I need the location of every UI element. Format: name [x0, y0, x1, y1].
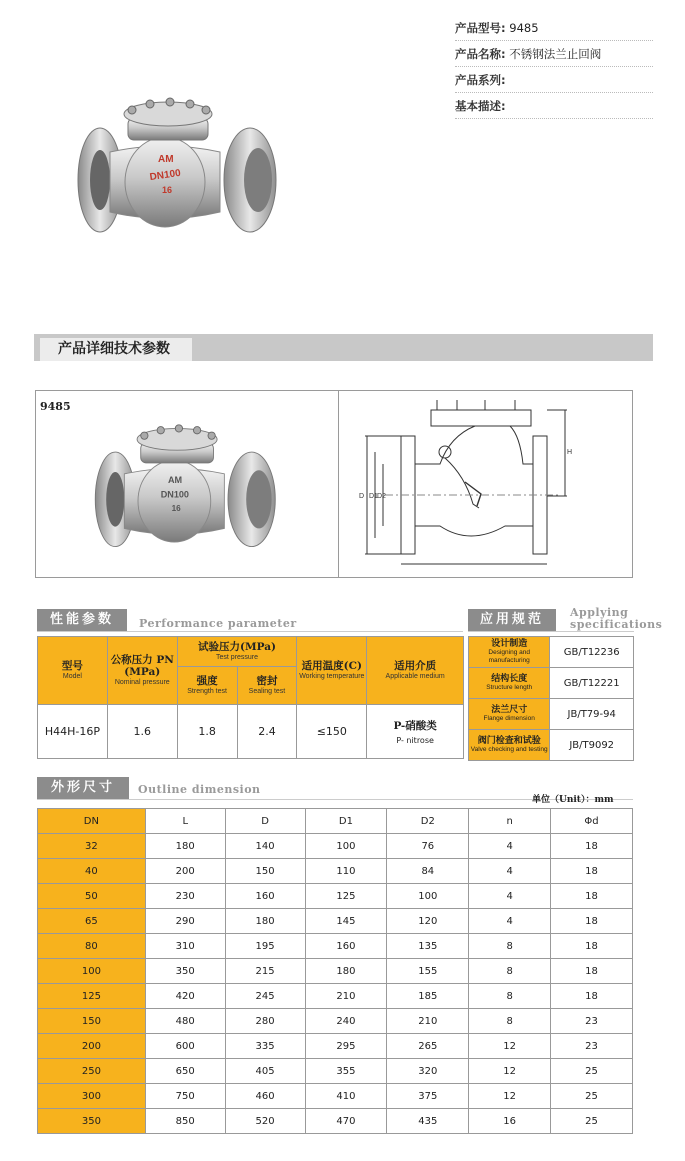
valve-mark-pressure-small: 16: [171, 504, 181, 514]
table-row: [38, 1059, 633, 1084]
outline-cell: 180: [305, 959, 387, 984]
drawing-label-d2: D2: [377, 493, 386, 500]
outline-cell: 160: [225, 884, 305, 909]
outline-column-header: DN: [38, 809, 146, 834]
valve-photo-small: [88, 415, 288, 570]
table-row: [38, 1009, 633, 1034]
outline-cell: 245: [225, 984, 305, 1009]
outline-cell: 4: [469, 859, 551, 884]
outline-column-header: Φd: [551, 809, 633, 834]
outline-cell: 8: [469, 984, 551, 1009]
perf-temp: ≤150: [297, 705, 367, 759]
perf-head-strength: 强度 Strength test: [177, 667, 237, 705]
outline-cell: 125: [305, 884, 387, 909]
outline-cell: 155: [387, 959, 469, 984]
outline-column-header: D1: [305, 809, 387, 834]
outline-cell: 210: [305, 984, 387, 1009]
perf-head-test: 试验压力(MPa) Test pressure: [177, 637, 297, 667]
table-row: [38, 1034, 633, 1059]
performance-subtitle: Performance parameter: [139, 617, 297, 630]
perf-head-medium: 适用介质 Applicable medium: [367, 637, 464, 705]
info-desc-label: 基本描述:: [455, 99, 506, 113]
specs-subtitle: Applying specifications: [570, 606, 663, 631]
info-model-label: 产品型号:: [455, 21, 506, 35]
outline-cell: 180: [225, 909, 305, 934]
table-row: [38, 859, 633, 884]
outline-cell: 50: [38, 884, 146, 909]
outline-cell: 125: [38, 984, 146, 1009]
outline-cell: 750: [145, 1084, 225, 1109]
valve-mark-logo: AM: [158, 154, 174, 165]
outline-cell: 150: [225, 859, 305, 884]
outline-cell: 350: [145, 959, 225, 984]
valve-mark-logo-small: AM: [168, 474, 183, 485]
outline-cell: 18: [551, 909, 633, 934]
outline-header-row: [38, 809, 633, 834]
outline-cell: 185: [387, 984, 469, 1009]
perf-head-seal: 密封 Sealing test: [237, 667, 297, 705]
spec-key: 阀门检查和试验 Valve checking and testing: [469, 730, 550, 761]
specs-rule: [468, 631, 634, 632]
outline-cell: 4: [469, 884, 551, 909]
outline-table: [37, 808, 633, 1134]
outline-cell: 100: [387, 884, 469, 909]
perf-model: H44H-16P: [38, 705, 108, 759]
specs-table: [468, 636, 634, 761]
outline-cell: 100: [38, 959, 146, 984]
outline-cell: 25: [551, 1109, 633, 1134]
drawing-label-d: D: [359, 493, 365, 500]
outline-cell: 265: [387, 1034, 469, 1059]
valve-mark-pressure: 16: [162, 185, 173, 195]
info-model: [455, 15, 653, 41]
figure-divider: [338, 390, 339, 578]
perf-head-pn: 公称压力 PN (MPa) Nominal pressure: [107, 637, 177, 705]
outline-cell: 100: [305, 834, 387, 859]
outline-column-header: D: [225, 809, 305, 834]
perf-strength: 1.8: [177, 705, 237, 759]
valve-mark-size-small: DN100: [160, 489, 189, 500]
outline-tab: 外形尺寸: [37, 777, 129, 799]
outline-cell: 140: [225, 834, 305, 859]
outline-cell: 8: [469, 1009, 551, 1034]
spec-value: JB/T79-94: [550, 699, 634, 730]
spec-row: [469, 637, 634, 668]
outline-cell: 150: [38, 1009, 146, 1034]
table-row: [38, 984, 633, 1009]
table-row: [38, 959, 633, 984]
spec-row: [469, 699, 634, 730]
outline-cell: 215: [225, 959, 305, 984]
outline-cell: 300: [38, 1084, 146, 1109]
table-row: [38, 909, 633, 934]
outline-cell: 405: [225, 1059, 305, 1084]
table-row: [38, 884, 633, 909]
outline-cell: 16: [469, 1109, 551, 1134]
outline-cell: 18: [551, 884, 633, 909]
spec-value: GB/T12221: [550, 668, 634, 699]
info-name: [455, 41, 653, 67]
outline-cell: 355: [305, 1059, 387, 1084]
outline-cell: 295: [305, 1034, 387, 1059]
outline-cell: 195: [225, 934, 305, 959]
outline-cell: 290: [145, 909, 225, 934]
outline-cell: 25: [551, 1059, 633, 1084]
outline-cell: 18: [551, 834, 633, 859]
outline-cell: 310: [145, 934, 225, 959]
outline-cell: 25: [551, 1084, 633, 1109]
performance-table: [37, 636, 464, 759]
performance-rule: [37, 631, 463, 632]
outline-cell: 18: [551, 934, 633, 959]
outline-cell: 65: [38, 909, 146, 934]
outline-cell: 375: [387, 1084, 469, 1109]
outline-cell: 12: [469, 1059, 551, 1084]
figure-label: 9485: [40, 400, 71, 413]
outline-cell: 18: [551, 984, 633, 1009]
outline-cell: 160: [305, 934, 387, 959]
outline-cell: 180: [145, 834, 225, 859]
table-row: [38, 1084, 633, 1109]
outline-cell: 12: [469, 1084, 551, 1109]
perf-pn: 1.6: [107, 705, 177, 759]
valve-mark-size: DN100: [149, 167, 182, 184]
drawing-label-d1: D1: [369, 493, 378, 500]
perf-medium: P-硝酸类 P- nitrose: [367, 705, 464, 759]
outline-cell: 650: [145, 1059, 225, 1084]
outline-cell: 520: [225, 1109, 305, 1134]
spec-key: 结构长度 Structure length: [469, 668, 550, 699]
outline-cell: 12: [469, 1034, 551, 1059]
outline-unit: 单位（Unit）：mm: [532, 795, 614, 805]
spec-row: [469, 668, 634, 699]
outline-cell: 120: [387, 909, 469, 934]
outline-cell: 280: [225, 1009, 305, 1034]
outline-cell: 420: [145, 984, 225, 1009]
outline-column-header: L: [145, 809, 225, 834]
outline-column-header: n: [469, 809, 551, 834]
technical-drawing: [345, 396, 575, 574]
outline-cell: 210: [387, 1009, 469, 1034]
outline-cell: 76: [387, 834, 469, 859]
info-desc: [455, 93, 653, 119]
outline-cell: 23: [551, 1009, 633, 1034]
outline-subtitle: Outline dimension: [138, 783, 261, 796]
outline-cell: 240: [305, 1009, 387, 1034]
spec-value: JB/T9092: [550, 730, 634, 761]
info-series: [455, 67, 653, 93]
outline-cell: 4: [469, 909, 551, 934]
outline-cell: 230: [145, 884, 225, 909]
perf-head-temp: 适用温度(C) Working temperature: [297, 637, 367, 705]
specs-tab: 应用规范: [468, 609, 556, 631]
drawing-label-h: H: [567, 449, 573, 456]
outline-cell: 320: [387, 1059, 469, 1084]
outline-cell: 84: [387, 859, 469, 884]
outline-cell: 200: [38, 1034, 146, 1059]
outline-cell: 8: [469, 959, 551, 984]
outline-cell: 80: [38, 934, 146, 959]
outline-cell: 410: [305, 1084, 387, 1109]
section-title: 产品详细技术参数: [40, 338, 192, 361]
outline-cell: 4: [469, 834, 551, 859]
outline-cell: 18: [551, 959, 633, 984]
outline-cell: 145: [305, 909, 387, 934]
outline-cell: 135: [387, 934, 469, 959]
outline-cell: 435: [387, 1109, 469, 1134]
outline-cell: 40: [38, 859, 146, 884]
outline-cell: 110: [305, 859, 387, 884]
outline-cell: 8: [469, 934, 551, 959]
perf-head-model: 型号 Model: [38, 637, 108, 705]
valve-photo-top: [70, 90, 290, 255]
spec-key: 设计制造 Designing and manufacturing: [469, 637, 550, 668]
outline-cell: 335: [225, 1034, 305, 1059]
info-name-value: 不锈钢法兰止回阀: [509, 47, 602, 61]
info-model-value: 9485: [509, 21, 539, 35]
spec-key: 法兰尺寸 Flange dimension: [469, 699, 550, 730]
table-row: [38, 934, 633, 959]
table-row: [38, 834, 633, 859]
outline-column-header: D2: [387, 809, 469, 834]
outline-cell: 600: [145, 1034, 225, 1059]
outline-cell: 480: [145, 1009, 225, 1034]
outline-cell: 23: [551, 1034, 633, 1059]
performance-tab: 性能参数: [37, 609, 127, 631]
perf-seal: 2.4: [237, 705, 297, 759]
spec-value: GB/T12236: [550, 637, 634, 668]
info-series-label: 产品系列:: [455, 73, 506, 87]
table-row: [38, 1109, 633, 1134]
outline-cell: 18: [551, 859, 633, 884]
info-name-label: 产品名称:: [455, 47, 506, 61]
outline-cell: 32: [38, 834, 146, 859]
outline-cell: 250: [38, 1059, 146, 1084]
outline-cell: 460: [225, 1084, 305, 1109]
outline-cell: 470: [305, 1109, 387, 1134]
spec-row: [469, 730, 634, 761]
outline-cell: 200: [145, 859, 225, 884]
outline-cell: 850: [145, 1109, 225, 1134]
outline-cell: 350: [38, 1109, 146, 1134]
